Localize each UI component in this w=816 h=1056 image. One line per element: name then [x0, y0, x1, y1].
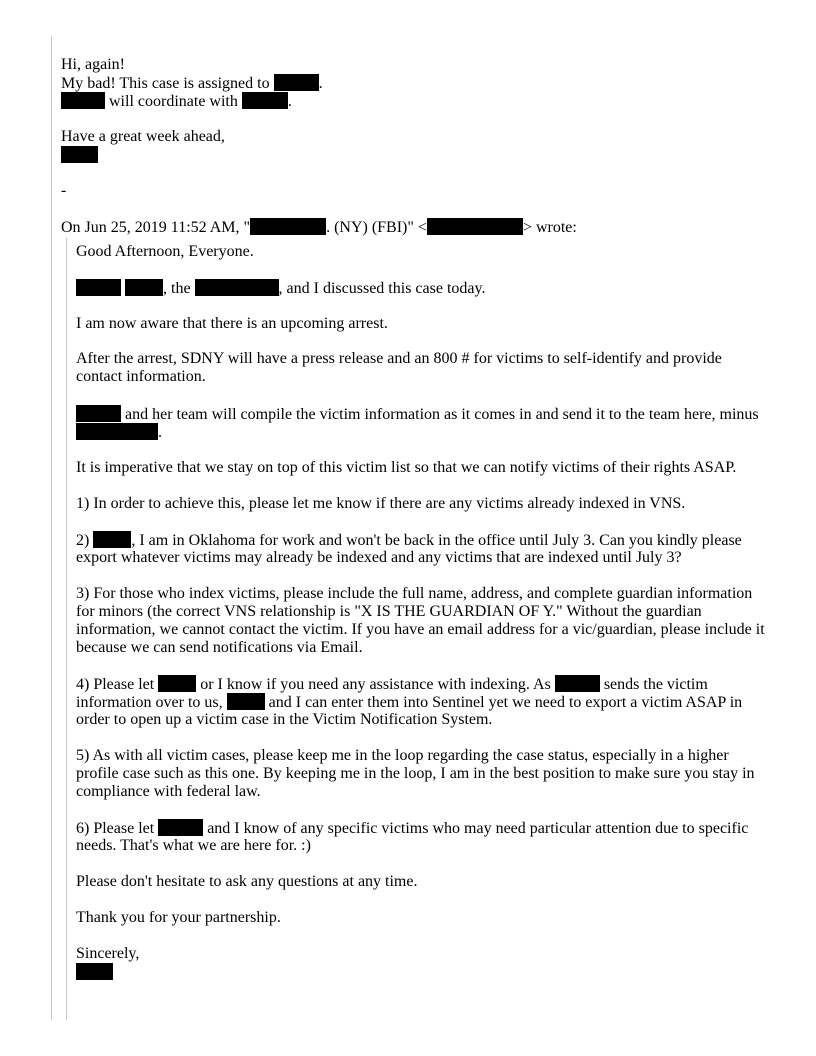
text: 2)	[76, 532, 94, 549]
redaction-box	[76, 963, 113, 980]
quoted-thanks-line: Thank you for your partnership.	[76, 909, 281, 926]
quoted-item-6-line-2: needs. That's what we are here for. :)	[76, 837, 311, 854]
redaction-box	[61, 146, 98, 163]
quoted-item-5-line-3: compliance with federal law.	[76, 783, 261, 800]
text: .	[287, 93, 292, 110]
reply-greeting: Hi, again!	[61, 56, 125, 73]
redaction-box	[158, 675, 196, 692]
text: and I know of any specific victims who may need particular attention due to specific	[203, 820, 749, 837]
text: information over to us,	[76, 694, 227, 711]
quoted-item-3-line-3: information, we cannot contact the victim. If you have an email address for a vic/guardian, please include it	[76, 621, 765, 638]
quoted-item-4-line-2	[76, 693, 742, 712]
text: .	[318, 75, 323, 92]
reply-coordinate-line	[61, 92, 292, 111]
quoted-press-release-line-1: After the arrest, SDNY will have a press release and an 800 # for victims to self-identify and provide	[76, 350, 722, 367]
text: . (NY) (FBI)" <	[326, 219, 427, 236]
quoted-item-3-line-1: 3) For those who index victims, please include the full name, address, and complete guardian information	[76, 585, 753, 602]
text: , and I discussed this case today.	[278, 280, 486, 297]
quoted-item-3-line-2: for minors (the correct VNS relationship is "X IS THE GUARDIAN OF Y." Without the guardian	[76, 603, 702, 620]
quote-header	[61, 218, 577, 237]
reply-dash: -	[61, 182, 67, 199]
quoted-imperative-line: It is imperative that we stay on top of this victim list so that we can notify victims of their rights ASAP.	[76, 459, 737, 476]
text: 6) Please let	[76, 820, 159, 837]
text: , I am in Oklahoma for work and won't be back in the office until July 3. Can you kindly please	[131, 532, 742, 549]
redaction-box	[76, 423, 158, 440]
redaction-box	[250, 218, 326, 235]
text: 4) Please let	[76, 676, 159, 693]
quoted-signature	[76, 963, 113, 982]
quoted-arrest-line: I am now aware that there is an upcoming arrest.	[76, 315, 388, 332]
quoted-greeting: Good Afternoon, Everyone.	[76, 243, 254, 260]
text: My bad! This case is assigned to	[61, 75, 274, 92]
text: .	[158, 424, 162, 441]
redaction-box	[274, 74, 319, 91]
text: and I can enter them into Sentinel yet we need to export a victim ASAP in	[264, 694, 743, 711]
quoted-item-3-line-4: because we can send notifications via Email.	[76, 639, 363, 656]
text: > wrote:	[522, 219, 577, 236]
quoted-signoff: Sincerely,	[76, 945, 140, 962]
redaction-box	[227, 693, 265, 710]
redaction-box	[158, 819, 203, 836]
redaction-box	[555, 675, 600, 692]
reply-assignment-line	[61, 74, 323, 93]
text: On Jun 25, 2019 11:52 AM, "	[61, 219, 251, 236]
text: and her team will compile the victim information as it comes in and send it to the team here, minus	[121, 406, 759, 423]
quoted-item-4-line-1	[76, 675, 708, 694]
redaction-box	[195, 279, 279, 296]
quoted-item-4-line-3: order to open up a victim case in the Victim Notification System.	[76, 711, 493, 728]
quoted-team-line-2	[76, 423, 162, 442]
redaction-box	[76, 279, 121, 296]
quoted-item-5-line-1: 5) As with all victim cases, please keep me in the loop regarding the case status, especially in a higher	[76, 747, 729, 764]
quoted-item-2-line-2: export whatever victims may already be indexed and any victims that are indexed until July 3?	[76, 549, 682, 566]
reply-signature	[61, 146, 98, 165]
text: sends the victim	[599, 676, 708, 693]
text: or I know if you need any assistance with indexing. As	[196, 676, 555, 693]
redaction-box	[125, 279, 163, 296]
redaction-box	[61, 92, 105, 109]
quoted-item-5-line-2: profile case such as this one. By keeping me in the loop, I am in the best position to make sure you stay in	[76, 765, 755, 782]
quoted-questions-line: Please don't hesitate to ask any questions at any time.	[76, 873, 418, 890]
redaction-box	[242, 92, 288, 109]
quoted-item-2-line-1	[76, 531, 742, 550]
text: , the	[163, 280, 195, 297]
text: will coordinate with	[105, 93, 242, 110]
redaction-box	[427, 218, 523, 235]
quote-left-border	[66, 238, 67, 1020]
page-left-border	[51, 36, 52, 1020]
quoted-item-1: 1) In order to achieve this, please let me know if there are any victims already indexed in VNS.	[76, 495, 686, 512]
quoted-discussion-line	[76, 279, 485, 298]
redaction-box	[93, 531, 131, 548]
redaction-box	[76, 405, 121, 422]
quoted-item-6-line-1	[76, 819, 748, 838]
reply-closing: Have a great week ahead,	[61, 128, 225, 145]
quoted-press-release-line-2: contact information.	[76, 368, 206, 385]
quoted-team-line-1	[76, 405, 759, 424]
